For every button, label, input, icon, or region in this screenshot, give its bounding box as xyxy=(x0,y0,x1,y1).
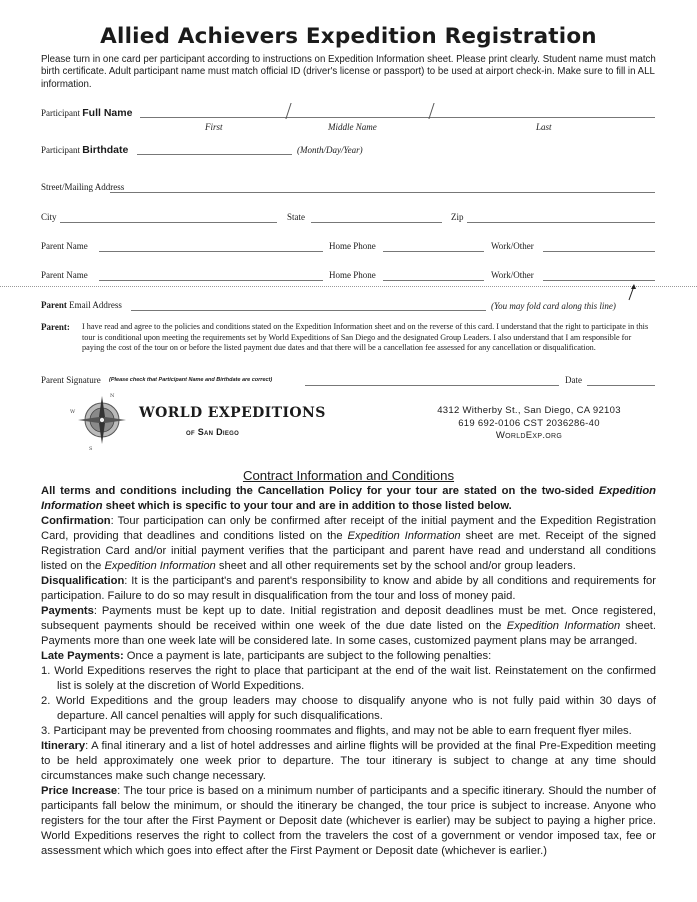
work-label: Work/Other xyxy=(491,270,534,280)
work-label: Work/Other xyxy=(491,241,534,251)
arrow-up-icon xyxy=(626,283,638,301)
penalty-item: 1. World Expeditions reserves the right to place that participant at the end of the wait list. Reinstatement on the confirmed list is solely at the discretion of World Expeditions. xyxy=(41,665,656,692)
price-increase-paragraph: Price Increase: The tour price is based on a minimum number of participants and a specific itinerary. Should the number of participants fall below the minimum, or should the itinerary be changed, the tour price is subject to increase. Anyone who registers for the tour after the First Payment or Deposit date (whichever is earlier) may be subject to paying a higher price. World Expeditions reserves the right to collect from the travelers the cost of a government or vendor imposed tax, fee or assessment which which goes into effect after the First Payment or Deposit date (whichever is earlier.) xyxy=(41,785,656,857)
parent-name-field[interactable] xyxy=(99,251,323,252)
birthdate-hint: (Month/Day/Year) xyxy=(297,145,363,155)
parent-statement-label: Parent: xyxy=(41,322,70,332)
late-payments-paragraph: Late Payments: Once a payment is late, participants are subject to the following penalties: xyxy=(41,650,492,662)
date-label: Date xyxy=(565,375,582,385)
city-label: City xyxy=(41,212,57,222)
middle-name-hint: Middle Name xyxy=(328,122,377,132)
full-name-label: Participant Full Name xyxy=(41,107,133,119)
fold-note: (You may fold card along this line) xyxy=(491,301,616,311)
city-field[interactable] xyxy=(60,222,277,223)
confirmation-paragraph: Confirmation: Tour participation can only be confirmed after receipt of the initial payment and the Expedition Registration Card, providing that deadlines and conditions listed on the Expedition Information sheet are met. Receipt of the signed Registration Card and/or initial payment verifies that the participant and parent have read and understand all conditions listed on the Expedition Information sheet and all other requirements set by the school and/or group leaders. xyxy=(41,515,656,572)
home-phone-label: Home Phone xyxy=(329,241,376,251)
work-field[interactable] xyxy=(543,280,655,281)
address-field[interactable] xyxy=(110,192,655,193)
parent-name-label: Parent Name xyxy=(41,270,88,280)
first-name-hint: First xyxy=(205,122,223,132)
signature-field[interactable] xyxy=(305,385,559,386)
parent-email-label: Parent Email Address xyxy=(41,300,122,310)
address-line: 4312 Witherby St., San Diego, CA 92103 xyxy=(437,405,621,416)
company-subtitle: of San Diego xyxy=(186,427,240,437)
parent-email-field[interactable] xyxy=(131,310,486,311)
home-phone-field[interactable] xyxy=(383,251,484,252)
home-phone-label: Home Phone xyxy=(329,270,376,280)
birthdate-field[interactable] xyxy=(137,154,292,155)
full-name-field[interactable] xyxy=(140,117,655,118)
company-address xyxy=(434,405,624,443)
svg-text:S: S xyxy=(89,446,93,452)
contract-title: Contract Information and Conditions xyxy=(242,468,455,483)
payments-paragraph: Payments: Payments must be kept up to date. Initial registration and deposit deadlines must be met. Once registered, subsequent payments should be received within one week of the due date listed on the Expedition Information sheet. Payments more than one week late will be considered late. In some cases, customized payment plans may be arranged. xyxy=(41,605,657,647)
svg-text:W: W xyxy=(70,409,76,415)
birthdate-label: Participant Birthdate xyxy=(41,144,129,156)
last-name-hint: Last xyxy=(536,122,552,132)
signature-label: Parent Signature xyxy=(41,375,101,385)
home-phone-field[interactable] xyxy=(383,280,484,281)
parent-name-label: Parent Name xyxy=(41,241,88,251)
contract-intro: All terms and conditions including the Cancellation Policy for your tour are stated on the two-sided Expedition Information sheet which is specific to your tour and are in addition to those listed below. xyxy=(41,485,656,512)
fold-line xyxy=(0,286,697,287)
parent-name-field[interactable] xyxy=(99,280,323,281)
disqualification-paragraph: Disqualification: It is the participant's and parent's responsibility to know and abide by all conditions and requirements for participation. Failure to do so may result in disqualification from the tour and loss of money paid. xyxy=(41,575,656,602)
svg-text:N: N xyxy=(110,393,115,399)
compass-logo-icon xyxy=(70,390,134,452)
state-field[interactable] xyxy=(311,222,442,223)
zip-label: Zip xyxy=(451,212,464,222)
phone-line: 619 692-0106 CST 2036286-40 xyxy=(458,417,600,429)
page-title: Allied Achievers Expedition Registration xyxy=(100,24,597,49)
itinerary-paragraph: Itinerary: A final itinerary and a list of hotel addresses and airline flights will be provided at the final Pre-Expedition meeting to be held approximately one week prior to departure. The tour itinerary is subject to change at any time should circumstances make such change necessary. xyxy=(41,740,656,782)
parent-statement: I have read and agree to the policies and conditions stated on the Expedition Information sheet and on the reverse of this card. I understand that the right to participate in this tour is conditional upon meeting the requirements set by World Expeditions of San Diego and the designated Group Leaders. I also understand that I am responsible for paying the cost of the tour on or before the listed payment due dates and that there will be a cancellation fee assessed for any cancellation or disqualification. xyxy=(82,322,649,353)
website-line: WorldExp.org xyxy=(495,430,563,441)
penalty-item: 3. Participant may be prevented from choosing roommates and flights, and may not be able to earn frequent flyer miles. xyxy=(41,725,632,737)
contract-body xyxy=(41,484,656,859)
penalty-item: 2. World Expeditions and the group leaders may choose to disqualify anyone who is not fully paid within 30 days of departure. All cancel penalties will apply for such disqualifications. xyxy=(41,695,656,722)
intro-text: Please turn in one card per participant according to instructions on Expedition Information sheet. Please print clearly. Student name must match birth certificate. Adult participant name must match official ID (driver's license or passport) to be used at airport check-in. Make sure to fill in ALL information. xyxy=(41,54,656,90)
date-field[interactable] xyxy=(587,385,655,386)
address-label: Street/Mailing Address xyxy=(41,182,125,192)
work-field[interactable] xyxy=(543,251,655,252)
zip-field[interactable] xyxy=(467,222,655,223)
state-label: State xyxy=(287,212,305,222)
signature-note: (Please check that Participant Name and Birthdate are correct) xyxy=(109,377,273,383)
company-name: WORLD EXPEDITIONS xyxy=(139,405,326,421)
